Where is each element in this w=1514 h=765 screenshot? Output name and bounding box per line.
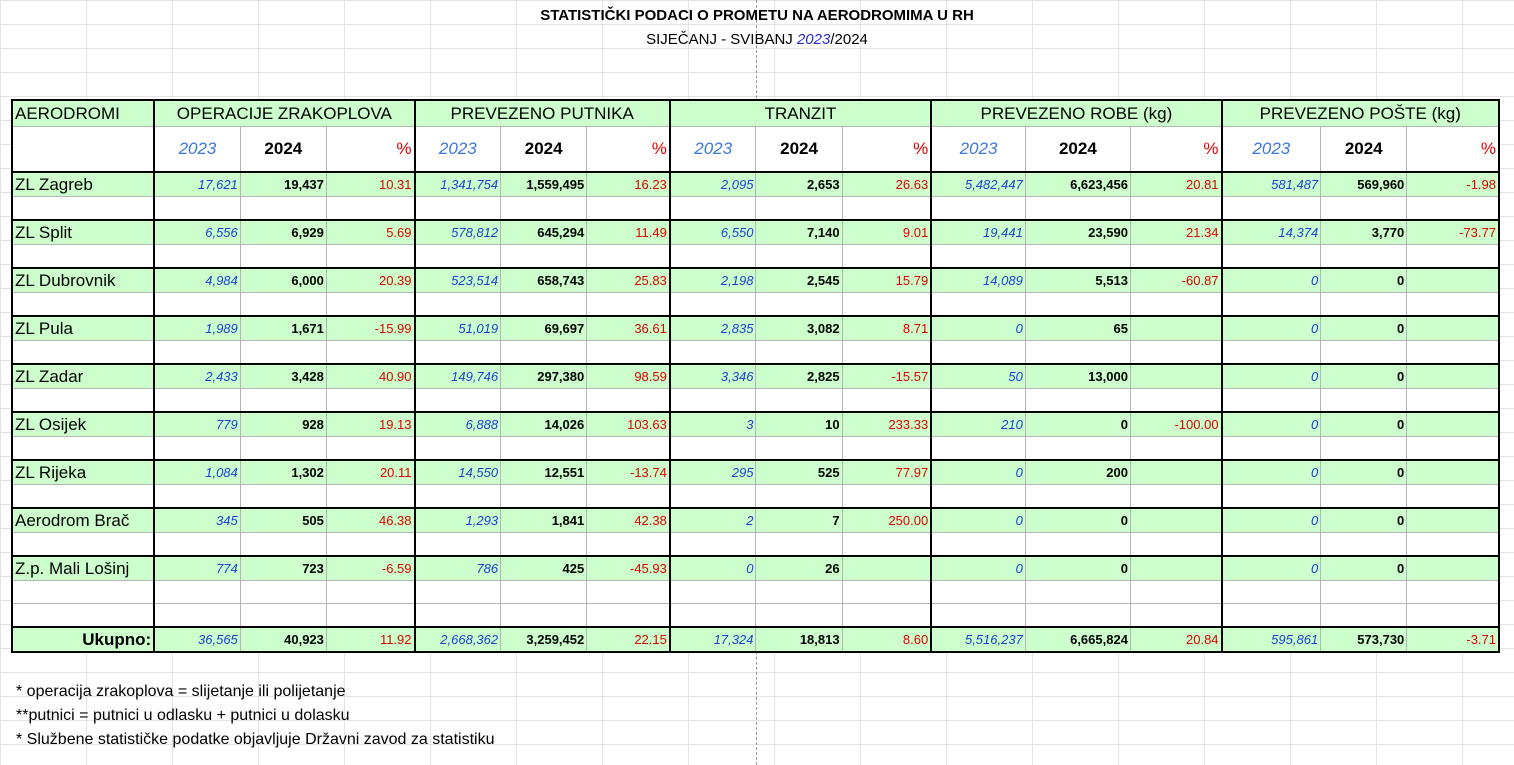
table-row bbox=[12, 268, 1499, 293]
data-cell: 69,697 bbox=[501, 316, 587, 341]
row-spacer bbox=[12, 197, 1499, 221]
data-cell: 14,374 bbox=[1222, 220, 1321, 245]
total-cell: -3.71 bbox=[1407, 627, 1499, 652]
total-cell: 5,516,237 bbox=[931, 627, 1025, 652]
data-cell: 525 bbox=[756, 460, 842, 485]
header-year-a-group-0: 2023 bbox=[154, 127, 240, 173]
data-cell: 250.00 bbox=[842, 508, 931, 533]
total-cell: 3,259,452 bbox=[501, 627, 587, 652]
header-year-a-group-4: 2023 bbox=[1222, 127, 1321, 173]
row-spacer bbox=[12, 341, 1499, 365]
data-cell: 2,825 bbox=[756, 364, 842, 389]
total-cell: 573,730 bbox=[1321, 627, 1407, 652]
header-year-b-group-4: 2024 bbox=[1321, 127, 1407, 173]
data-cell: 0 bbox=[1321, 316, 1407, 341]
data-cell: 1,293 bbox=[415, 508, 501, 533]
table-row bbox=[12, 172, 1499, 197]
table-row bbox=[12, 508, 1499, 533]
header-year-blank bbox=[12, 127, 154, 173]
data-cell: -13.74 bbox=[587, 460, 670, 485]
data-cell: 8.71 bbox=[842, 316, 931, 341]
data-cell: 6,623,456 bbox=[1025, 172, 1130, 197]
total-cell: 17,324 bbox=[670, 627, 756, 652]
data-cell: 19.13 bbox=[326, 412, 414, 437]
data-cell: 1,559,495 bbox=[501, 172, 587, 197]
data-cell: 658,743 bbox=[501, 268, 587, 293]
row-spacer bbox=[12, 293, 1499, 317]
airport-name: ZL Rijeka bbox=[12, 460, 154, 485]
data-cell: 98.59 bbox=[587, 364, 670, 389]
data-cell: 149,746 bbox=[415, 364, 501, 389]
total-cell: 20.84 bbox=[1130, 627, 1221, 652]
data-cell: 5.69 bbox=[326, 220, 414, 245]
data-cell: 20.11 bbox=[326, 460, 414, 485]
airport-name: ZL Split bbox=[12, 220, 154, 245]
total-cell: 22.15 bbox=[587, 627, 670, 652]
header-year-b-group-0: 2024 bbox=[240, 127, 326, 173]
data-cell: 23,590 bbox=[1025, 220, 1130, 245]
data-cell: 0 bbox=[1321, 364, 1407, 389]
data-cell: -100.00 bbox=[1130, 412, 1221, 437]
data-cell: 1,341,754 bbox=[415, 172, 501, 197]
data-cell: 6,550 bbox=[670, 220, 756, 245]
airport-name: ZL Osijek bbox=[12, 412, 154, 437]
data-cell: 14,026 bbox=[501, 412, 587, 437]
data-cell: 200 bbox=[1025, 460, 1130, 485]
data-cell: 21.34 bbox=[1130, 220, 1221, 245]
header-year-row bbox=[12, 127, 1499, 173]
data-cell bbox=[1130, 364, 1221, 389]
data-cell bbox=[1130, 556, 1221, 581]
row-spacer bbox=[12, 581, 1499, 604]
row-spacer bbox=[12, 245, 1499, 269]
row-spacer bbox=[12, 533, 1499, 557]
airport-name: Z.p. Mali Lošinj bbox=[12, 556, 154, 581]
data-cell: 0 bbox=[1321, 460, 1407, 485]
row-spacer bbox=[12, 485, 1499, 509]
data-cell: 3,346 bbox=[670, 364, 756, 389]
data-cell bbox=[1407, 316, 1499, 341]
data-cell: 425 bbox=[501, 556, 587, 581]
airport-name: ZL Dubrovnik bbox=[12, 268, 154, 293]
header-percent-group-2: % bbox=[842, 127, 931, 173]
table-row bbox=[12, 460, 1499, 485]
data-cell: 2,835 bbox=[670, 316, 756, 341]
data-cell: 0 bbox=[1025, 556, 1130, 581]
data-cell: 505 bbox=[240, 508, 326, 533]
data-cell: 14,550 bbox=[415, 460, 501, 485]
total-cell: 595,861 bbox=[1222, 627, 1321, 652]
header-year-b-group-2: 2024 bbox=[756, 127, 842, 173]
data-cell bbox=[1130, 316, 1221, 341]
data-cell: 0 bbox=[1025, 412, 1130, 437]
header-percent-group-3: % bbox=[1130, 127, 1221, 173]
data-cell: 7 bbox=[756, 508, 842, 533]
data-cell: 10.31 bbox=[326, 172, 414, 197]
footnote-passengers: **putnici = putnici u odlasku + putnici u dolasku bbox=[16, 707, 350, 724]
data-cell: 0 bbox=[1222, 364, 1321, 389]
airport-name: ZL Zadar bbox=[12, 364, 154, 389]
pre-total-spacer bbox=[12, 604, 1499, 628]
data-cell: 40.90 bbox=[326, 364, 414, 389]
data-cell: 0 bbox=[1222, 316, 1321, 341]
header-group-operacije: OPERACIJE ZRAKOPLOVA bbox=[154, 100, 414, 127]
data-cell: 0 bbox=[931, 316, 1025, 341]
airport-name: Aerodrom Brač bbox=[12, 508, 154, 533]
data-cell: 1,989 bbox=[154, 316, 240, 341]
data-cell: 645,294 bbox=[501, 220, 587, 245]
data-cell: 0 bbox=[931, 460, 1025, 485]
subtitle-year-b: /2024 bbox=[830, 31, 868, 48]
data-cell: 13,000 bbox=[1025, 364, 1130, 389]
total-cell: 6,665,824 bbox=[1025, 627, 1130, 652]
data-cell: 2,653 bbox=[756, 172, 842, 197]
airport-name: ZL Zagreb bbox=[12, 172, 154, 197]
data-cell: 12,551 bbox=[501, 460, 587, 485]
data-cell: 46.38 bbox=[326, 508, 414, 533]
data-cell: 578,812 bbox=[415, 220, 501, 245]
report-title: STATISTIČKI PODACI O PROMETU NA AERODROMIMA U RH bbox=[540, 7, 974, 24]
row-spacer bbox=[12, 389, 1499, 413]
data-cell: 25.83 bbox=[587, 268, 670, 293]
data-cell: 295 bbox=[670, 460, 756, 485]
header-year-a-group-1: 2023 bbox=[415, 127, 501, 173]
data-cell: -45.93 bbox=[587, 556, 670, 581]
data-cell bbox=[1407, 364, 1499, 389]
table-row bbox=[12, 220, 1499, 245]
header-percent-group-4: % bbox=[1407, 127, 1499, 173]
data-cell: 233.33 bbox=[842, 412, 931, 437]
data-cell bbox=[1407, 412, 1499, 437]
data-cell bbox=[1407, 508, 1499, 533]
header-percent-group-1: % bbox=[587, 127, 670, 173]
data-cell: 1,084 bbox=[154, 460, 240, 485]
data-cell: 0 bbox=[1321, 556, 1407, 581]
subtitle-year-a: 2023 bbox=[796, 31, 831, 48]
data-cell: 6,000 bbox=[240, 268, 326, 293]
data-cell: 10 bbox=[756, 412, 842, 437]
data-cell: 2,198 bbox=[670, 268, 756, 293]
data-cell: 19,437 bbox=[240, 172, 326, 197]
table-row bbox=[12, 316, 1499, 341]
total-row bbox=[12, 627, 1499, 652]
data-cell: 569,960 bbox=[1321, 172, 1407, 197]
data-cell: 15.79 bbox=[842, 268, 931, 293]
data-cell: 6,888 bbox=[415, 412, 501, 437]
data-cell: -15.99 bbox=[326, 316, 414, 341]
header-group-tranzit: TRANZIT bbox=[670, 100, 931, 127]
data-cell: 5,482,447 bbox=[931, 172, 1025, 197]
data-cell: 19,441 bbox=[931, 220, 1025, 245]
data-cell: 0 bbox=[1222, 460, 1321, 485]
data-cell: 11.49 bbox=[587, 220, 670, 245]
data-cell bbox=[1130, 508, 1221, 533]
data-cell: 0 bbox=[1222, 556, 1321, 581]
data-cell: 14,089 bbox=[931, 268, 1025, 293]
data-cell: 723 bbox=[240, 556, 326, 581]
total-label: Ukupno: bbox=[12, 627, 154, 652]
data-cell: 103.63 bbox=[587, 412, 670, 437]
data-cell bbox=[1407, 460, 1499, 485]
data-cell: 26 bbox=[756, 556, 842, 581]
data-cell: -73.77 bbox=[1407, 220, 1499, 245]
data-cell: 0 bbox=[1222, 508, 1321, 533]
data-cell: 20.81 bbox=[1130, 172, 1221, 197]
data-cell: 7,140 bbox=[756, 220, 842, 245]
data-cell bbox=[842, 556, 931, 581]
data-cell: 3,082 bbox=[756, 316, 842, 341]
data-cell: 1,302 bbox=[240, 460, 326, 485]
header-year-a-group-2: 2023 bbox=[670, 127, 756, 173]
table-row bbox=[12, 412, 1499, 437]
header-group-poste: PREVEZENO POŠTE (kg) bbox=[1222, 100, 1499, 127]
header-aerodromi: AERODROMI bbox=[12, 100, 154, 127]
data-cell: 0 bbox=[1321, 268, 1407, 293]
header-year-b-group-1: 2024 bbox=[501, 127, 587, 173]
data-cell: 523,514 bbox=[415, 268, 501, 293]
data-cell: 0 bbox=[1025, 508, 1130, 533]
total-cell: 18,813 bbox=[756, 627, 842, 652]
data-cell: 345 bbox=[154, 508, 240, 533]
data-cell: -60.87 bbox=[1130, 268, 1221, 293]
data-cell: 0 bbox=[670, 556, 756, 581]
total-cell: 8.60 bbox=[842, 627, 931, 652]
data-cell: 77.97 bbox=[842, 460, 931, 485]
data-cell: 928 bbox=[240, 412, 326, 437]
header-year-b-group-3: 2024 bbox=[1025, 127, 1130, 173]
data-cell: 20.39 bbox=[326, 268, 414, 293]
footnote-operations: * operacija zrakoplova = slijetanje ili polijetanje bbox=[16, 683, 346, 700]
data-cell: -1.98 bbox=[1407, 172, 1499, 197]
data-cell: 42.38 bbox=[587, 508, 670, 533]
data-cell: 5,513 bbox=[1025, 268, 1130, 293]
report-subtitle bbox=[0, 31, 1514, 48]
data-cell: 3 bbox=[670, 412, 756, 437]
airport-stats-table bbox=[11, 99, 1500, 653]
data-cell: 779 bbox=[154, 412, 240, 437]
data-cell: 3,770 bbox=[1321, 220, 1407, 245]
data-cell: 774 bbox=[154, 556, 240, 581]
data-cell: 51,019 bbox=[415, 316, 501, 341]
data-cell: 210 bbox=[931, 412, 1025, 437]
table-row bbox=[12, 364, 1499, 389]
data-cell: 65 bbox=[1025, 316, 1130, 341]
data-cell: 0 bbox=[931, 508, 1025, 533]
data-cell bbox=[1407, 268, 1499, 293]
data-cell: 581,487 bbox=[1222, 172, 1321, 197]
data-cell: 2,545 bbox=[756, 268, 842, 293]
data-cell: 2,095 bbox=[670, 172, 756, 197]
data-cell: 1,671 bbox=[240, 316, 326, 341]
data-cell: 9.01 bbox=[842, 220, 931, 245]
total-cell: 2,668,362 bbox=[415, 627, 501, 652]
total-cell: 40,923 bbox=[240, 627, 326, 652]
subtitle-period: SIJEČANJ - SVIBANJ bbox=[646, 31, 797, 48]
data-cell: 297,380 bbox=[501, 364, 587, 389]
data-cell: 786 bbox=[415, 556, 501, 581]
header-group-putnika: PREVEZENO PUTNIKA bbox=[415, 100, 670, 127]
data-cell: 17,621 bbox=[154, 172, 240, 197]
data-cell: 0 bbox=[931, 556, 1025, 581]
airport-name: ZL Pula bbox=[12, 316, 154, 341]
header-group-robe: PREVEZENO ROBE (kg) bbox=[931, 100, 1221, 127]
data-cell: 6,556 bbox=[154, 220, 240, 245]
data-cell: -6.59 bbox=[326, 556, 414, 581]
total-cell: 11.92 bbox=[326, 627, 414, 652]
header-year-a-group-3: 2023 bbox=[931, 127, 1025, 173]
data-cell: 2 bbox=[670, 508, 756, 533]
row-spacer bbox=[12, 437, 1499, 461]
total-cell: 36,565 bbox=[154, 627, 240, 652]
data-cell: 1,841 bbox=[501, 508, 587, 533]
data-cell: 6,929 bbox=[240, 220, 326, 245]
data-cell: 16.23 bbox=[587, 172, 670, 197]
data-cell: 0 bbox=[1222, 412, 1321, 437]
data-cell: 0 bbox=[1321, 412, 1407, 437]
data-cell: 0 bbox=[1321, 508, 1407, 533]
footnote-official-source: * Službene statističke podatke objavljuje Državni zavod za statistiku bbox=[16, 731, 495, 748]
header-percent-group-0: % bbox=[326, 127, 414, 173]
data-cell bbox=[1130, 460, 1221, 485]
table-row bbox=[12, 556, 1499, 581]
data-cell: 26.63 bbox=[842, 172, 931, 197]
data-cell: 36.61 bbox=[587, 316, 670, 341]
data-cell: 50 bbox=[931, 364, 1025, 389]
data-cell: 2,433 bbox=[154, 364, 240, 389]
data-cell: 3,428 bbox=[240, 364, 326, 389]
header-group-row bbox=[12, 100, 1499, 127]
data-cell: 0 bbox=[1222, 268, 1321, 293]
footnotes bbox=[16, 680, 494, 752]
data-cell: -15.57 bbox=[842, 364, 931, 389]
data-cell bbox=[1407, 556, 1499, 581]
data-cell: 4,984 bbox=[154, 268, 240, 293]
